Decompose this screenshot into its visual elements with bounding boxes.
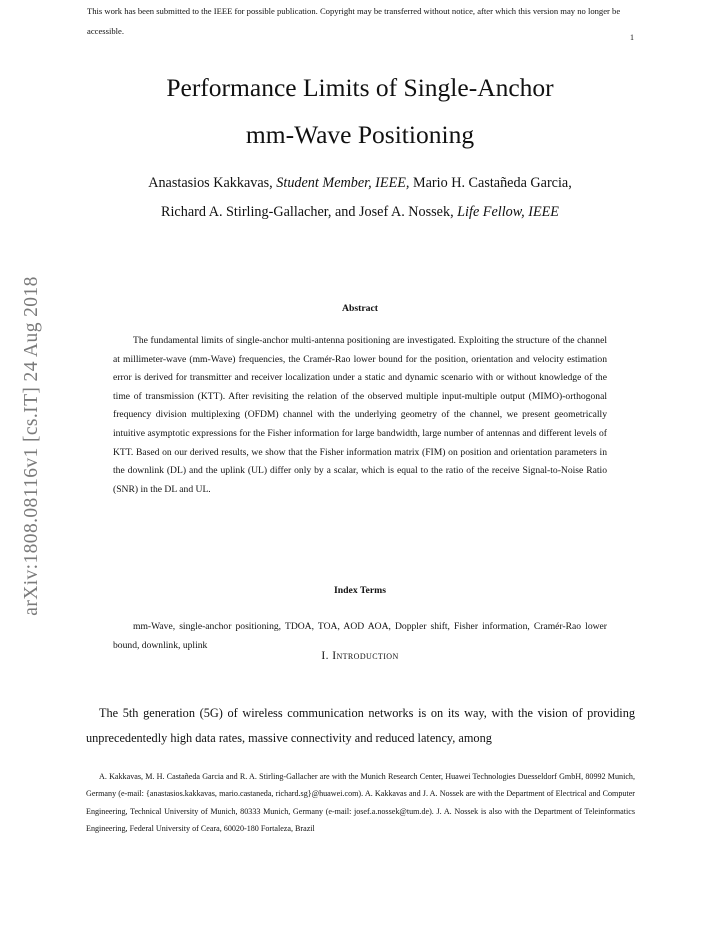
- author-1-membership: Student Member, IEEE,: [276, 175, 410, 191]
- page-number: 1: [630, 33, 634, 42]
- index-terms-text: mm-Wave, single-anchor positioning, TDOA, TOA, AOD AOA, Doppler shift, Fisher information, Cramér-Rao lower bound, downlink, uplink: [113, 621, 607, 651]
- author-2: Mario H. Castañeda Garcia,: [409, 175, 572, 191]
- authors-line-2: [80, 198, 640, 227]
- title-line-1: Performance Limits of Single-Anchor: [166, 73, 554, 102]
- section-heading-introduction: I. Introduction: [321, 649, 399, 662]
- authors-line-1: [80, 169, 640, 198]
- arxiv-stamp-text: arXiv:1808.08116v1 [cs.IT] 24 Aug 2018: [21, 276, 42, 616]
- author-1: Anastasios Kakkavas,: [148, 175, 277, 191]
- introduction-text: The 5th generation (5G) of wireless communication networks is on its way, with the vision of providing unprecedentedly high data rates, massive connectivity and reduced latency, among: [86, 706, 635, 745]
- author-affiliation-footnote: A. Kakkavas, M. H. Castañeda Garcia and R. A. Stirling-Gallacher are with the Munich Research Center, Huawei Technologies Duesseldorf GmbH, 80992 Munich, Germany (e-mail: {anastasios.kakkavas, mario.castaneda, richard.sg}@huawei.com). A. Kakkavas and J. A. Nossek are with the Department of Electrical and Computer Engineering, Technical University of Munich, 80333 Munich, Germany (e-mail: josef.a.nossek@tum.de). J. A. Nossek is also with the Department of Teleinformatics Engineering, Federal University of Ceara, 60020-180 Fortaleza, Brazil: [86, 772, 635, 834]
- index-terms-heading: Index Terms: [334, 585, 386, 596]
- author-3-4: Richard A. Stirling-Gallacher, and Josef A. Nossek,: [161, 204, 458, 220]
- abstract-heading: Abstract: [341, 303, 379, 314]
- abstract-text: The fundamental limits of single-anchor multi-antenna positioning are investigated. Exploiting the structure of the channel at millimeter-wave (mm-Wave) frequencies, the Cramér-Rao lower bound for the position, orientation and velocity estimation error is derived for transmitter and receiver localization under a static and dynamic scenario with or without knowledge of the time of transmission (KTT). After revisiting the relation of the observed multiple input-multiple output (MIMO)-orthogonal frequency division multiplexing (OFDM) channel with the underlying geometry of the channel, we present geometrically intuitive asymptotic expressions for the Fisher information for large bandwidth, large number of antennas and different levels of KTT. Based on our derived results, we show that the Fisher information matrix (FIM) on position and orientation parameters in the downlink (DL) and the uplink (UL) differ only by a scalar, which is equal to the ratio of the receive Signal-to-Noise Ratio (SNR) in the DL and UL.: [113, 335, 607, 495]
- copyright-notice: This work has been submitted to the IEEE for possible publication. Copyright may be transferred without notice, after which this version may no longer be accessible.: [87, 6, 621, 36]
- author-4-membership: Life Fellow, IEEE: [457, 204, 559, 220]
- arxiv-stamp: [17, 250, 47, 642]
- author-list: [80, 169, 640, 227]
- title-line-2: mm-Wave Positioning: [245, 120, 475, 149]
- paper-title: [80, 64, 640, 158]
